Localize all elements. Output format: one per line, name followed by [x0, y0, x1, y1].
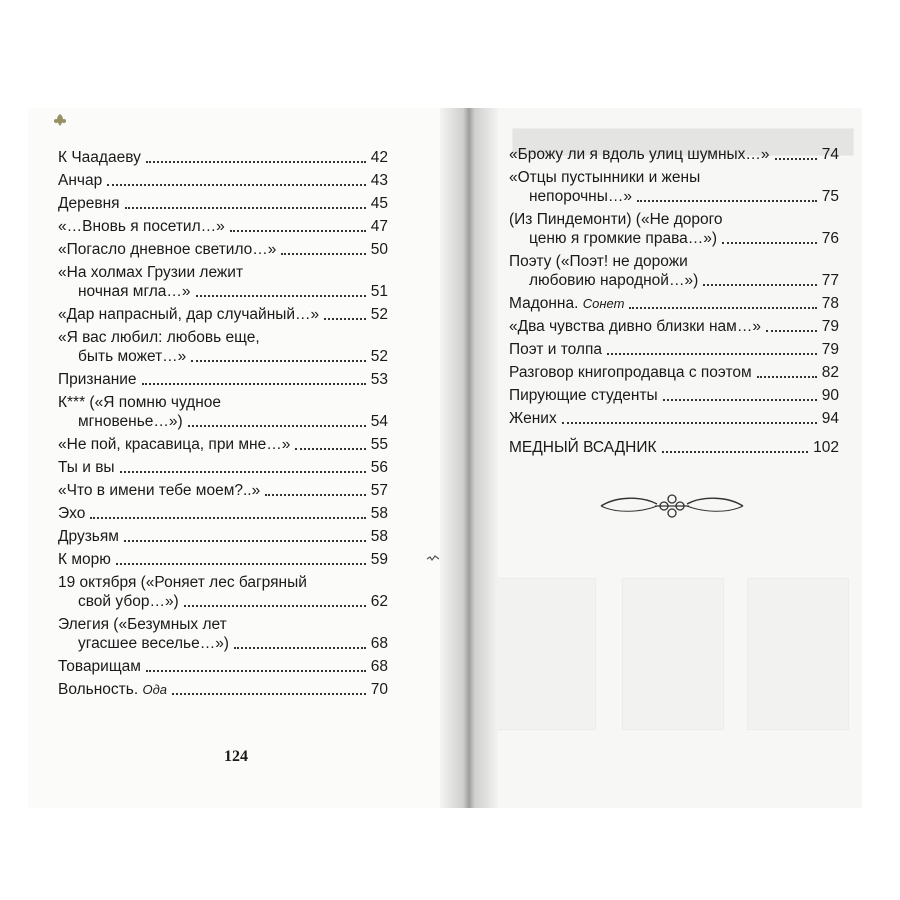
toc-page-number: 52: [370, 306, 388, 323]
leader-dots: [629, 305, 816, 309]
toc-page-number: 94: [821, 410, 839, 427]
toc-entry-title: «Погасло дневное светило…»: [58, 241, 277, 258]
toc-entry-title: Анчар: [58, 172, 103, 189]
leader-dots: [191, 358, 365, 362]
toc-entry[interactable]: [58, 148, 388, 167]
leader-dots: [703, 282, 817, 286]
toc-entry[interactable]: [58, 550, 388, 569]
leader-dots: [766, 328, 817, 332]
toc-right: [509, 145, 839, 461]
toc-entry-title: Пирующие студенты: [509, 387, 658, 404]
toc-entry-title: Жених: [509, 410, 557, 427]
toc-entry[interactable]: [58, 194, 388, 213]
toc-page-number: 56: [370, 459, 388, 476]
toc-entry-title: ценю я громкие права…»): [529, 230, 718, 247]
show-through-cover: [494, 578, 596, 730]
toc-page-number: 50: [370, 241, 388, 258]
toc-page-number: 51: [370, 283, 388, 300]
leader-dots: [281, 251, 365, 255]
leader-dots: [107, 182, 366, 186]
toc-entry-title-line1: (Из Пиндемонти) («Не дорого: [509, 211, 723, 228]
leader-dots: [116, 561, 366, 565]
toc-page-number: 82: [821, 364, 839, 381]
toc-entry-title: Деревня: [58, 195, 120, 212]
toc-entry[interactable]: [509, 252, 839, 290]
toc-entry[interactable]: [58, 370, 388, 389]
toc-entry-title-line1: Поэту («Поэт! не дорожи: [509, 253, 688, 270]
toc-page-number: 74: [821, 146, 839, 163]
toc-entry[interactable]: [58, 657, 388, 676]
show-through-cover: [747, 578, 849, 730]
leader-dots: [662, 449, 809, 453]
toc-entry[interactable]: [509, 409, 839, 428]
toc-entry-title: Эхо: [58, 505, 86, 522]
toc-entry-title-line1: «Отцы пустынники и жены: [509, 169, 701, 186]
leader-dots: [146, 668, 366, 672]
toc-page-number: 76: [821, 230, 839, 247]
toc-entry-title: Друзьям: [58, 528, 119, 545]
toc-entry-title: Товарищам: [58, 658, 141, 675]
toc-entry[interactable]: [58, 615, 388, 653]
toc-entry-title: угасшее веселье…»): [78, 635, 229, 652]
toc-page-number: 62: [370, 593, 388, 610]
leader-dots: [230, 228, 366, 232]
toc-page-number: 79: [821, 341, 839, 358]
leader-dots: [637, 198, 817, 202]
toc-entry-title-text: Вольность.: [58, 681, 139, 698]
leader-dots: [663, 397, 817, 401]
toc-entry-title: Поэт и толпа: [509, 341, 602, 358]
leader-dots: [125, 205, 366, 209]
toc-entry-title: ночная мгла…»: [78, 283, 191, 300]
leader-dots: [757, 374, 817, 378]
page-folio: 124: [224, 748, 248, 765]
book-gutter: [440, 108, 498, 808]
toc-entry-title-line1: 19 октября («Роняет лес багряный: [58, 574, 307, 591]
toc-entry-title-line1: К*** («Я помню чудное: [58, 394, 222, 411]
toc-page-number: 70: [370, 681, 388, 698]
leader-dots: [607, 351, 817, 355]
toc-left: [58, 148, 388, 703]
toc-entry-title: «Два чувства дивно близки нам…»: [509, 318, 761, 335]
toc-entry-title: непорочны…»: [529, 188, 632, 205]
toc-entry[interactable]: [58, 481, 388, 500]
toc-page-number: 58: [370, 505, 388, 522]
leader-dots: [196, 293, 366, 297]
toc-entry-title: «Не пой, красавица, при мне…»: [58, 436, 291, 453]
toc-entry-title: быть может…»: [78, 348, 187, 365]
toc-entry-title: «Дар напрасный, дар случайный…»: [58, 306, 320, 323]
toc-entry[interactable]: [58, 573, 388, 611]
leader-dots: [295, 446, 365, 450]
toc-page-number: 55: [370, 436, 388, 453]
toc-entry[interactable]: [58, 458, 388, 477]
corner-ornament-icon: [52, 112, 68, 128]
paper-speck: [426, 554, 440, 564]
toc-entry[interactable]: [509, 363, 839, 382]
toc-entry[interactable]: [509, 145, 839, 164]
leader-dots: [775, 156, 817, 160]
toc-page-number: 43: [370, 172, 388, 189]
leader-dots: [265, 492, 366, 496]
toc-entry[interactable]: [58, 328, 388, 366]
toc-page-number: 57: [370, 482, 388, 499]
toc-entry[interactable]: [58, 240, 388, 259]
toc-page-number: 58: [370, 528, 388, 545]
toc-entry-title: [58, 680, 167, 699]
toc-entry[interactable]: [58, 435, 388, 454]
toc-entry-title: любовию народной…»): [529, 272, 699, 289]
toc-entry[interactable]: [509, 317, 839, 336]
toc-entry[interactable]: [509, 386, 839, 405]
toc-entry-title-text: Мадонна.: [509, 295, 579, 312]
toc-entry-title: «…Вновь я посетил…»: [58, 218, 225, 235]
toc-entry[interactable]: [58, 504, 388, 523]
leader-dots: [184, 603, 366, 607]
leader-dots: [120, 469, 366, 473]
toc-page-number: 52: [370, 348, 388, 365]
toc-entry[interactable]: [58, 171, 388, 190]
toc-entry[interactable]: [509, 210, 839, 248]
toc-entry[interactable]: [58, 305, 388, 324]
show-through-cover: [622, 578, 724, 730]
toc-entry[interactable]: [509, 168, 839, 206]
toc-entry[interactable]: [509, 294, 839, 313]
toc-page-number: 42: [370, 149, 388, 166]
toc-page-number: 45: [370, 195, 388, 212]
toc-page-number: 68: [370, 635, 388, 652]
toc-page-number: 90: [821, 387, 839, 404]
toc-entry[interactable]: [58, 217, 388, 236]
toc-section-entry[interactable]: [509, 438, 839, 457]
toc-entry-title: Разговор книгопродавца с поэтом: [509, 364, 752, 381]
decorative-vignette-icon: [597, 490, 747, 520]
toc-page-number: 54: [370, 413, 388, 430]
toc-entry-title: К Чаадаеву: [58, 149, 141, 166]
toc-entry[interactable]: [58, 393, 388, 431]
toc-entry[interactable]: [509, 340, 839, 359]
toc-page-number: 77: [821, 272, 839, 289]
leader-dots: [142, 381, 366, 385]
toc-page-number: 75: [821, 188, 839, 205]
toc-page-number: 53: [370, 371, 388, 388]
toc-entry-genre-note: Ода: [142, 682, 167, 697]
toc-entry-title-line1: Элегия («Безумных лет: [58, 616, 227, 633]
toc-entry[interactable]: [58, 263, 388, 301]
toc-entry-title-line1: «На холмах Грузии лежит: [58, 264, 244, 281]
toc-entry-title: Признание: [58, 371, 137, 388]
leader-dots: [234, 645, 366, 649]
toc-page-number: 79: [821, 318, 839, 335]
toc-page-number: 47: [370, 218, 388, 235]
toc-section-title: МЕДНЫЙ ВСАДНИК: [509, 439, 657, 456]
leader-dots: [90, 515, 365, 519]
leader-dots: [188, 423, 366, 427]
toc-entry-genre-note: Сонет: [582, 296, 625, 311]
toc-entry-title: «Брожу ли я вдоль улиц шумных…»: [509, 146, 770, 163]
toc-page-number: 78: [821, 295, 839, 312]
toc-entry-title: свой убор…»): [78, 593, 179, 610]
toc-entry-title-line1: «Я вас любил: любовь еще,: [58, 329, 260, 346]
leader-dots: [146, 159, 366, 163]
toc-entry-title: «Что в имени тебе моем?..»: [58, 482, 261, 499]
leader-dots: [562, 420, 817, 424]
leader-dots: [124, 538, 366, 542]
toc-entry[interactable]: [58, 527, 388, 546]
toc-entry[interactable]: [58, 680, 388, 699]
leader-dots: [172, 691, 366, 695]
toc-page-number: 68: [370, 658, 388, 675]
toc-page-number: 102: [813, 439, 839, 456]
leader-dots: [722, 240, 817, 244]
toc-entry-title: К морю: [58, 551, 111, 568]
toc-entry-title: Ты и вы: [58, 459, 115, 476]
toc-entry-title: мгновенье…»): [78, 413, 183, 430]
leader-dots: [324, 316, 366, 320]
toc-entry-title: [509, 294, 624, 313]
toc-page-number: 59: [370, 551, 388, 568]
